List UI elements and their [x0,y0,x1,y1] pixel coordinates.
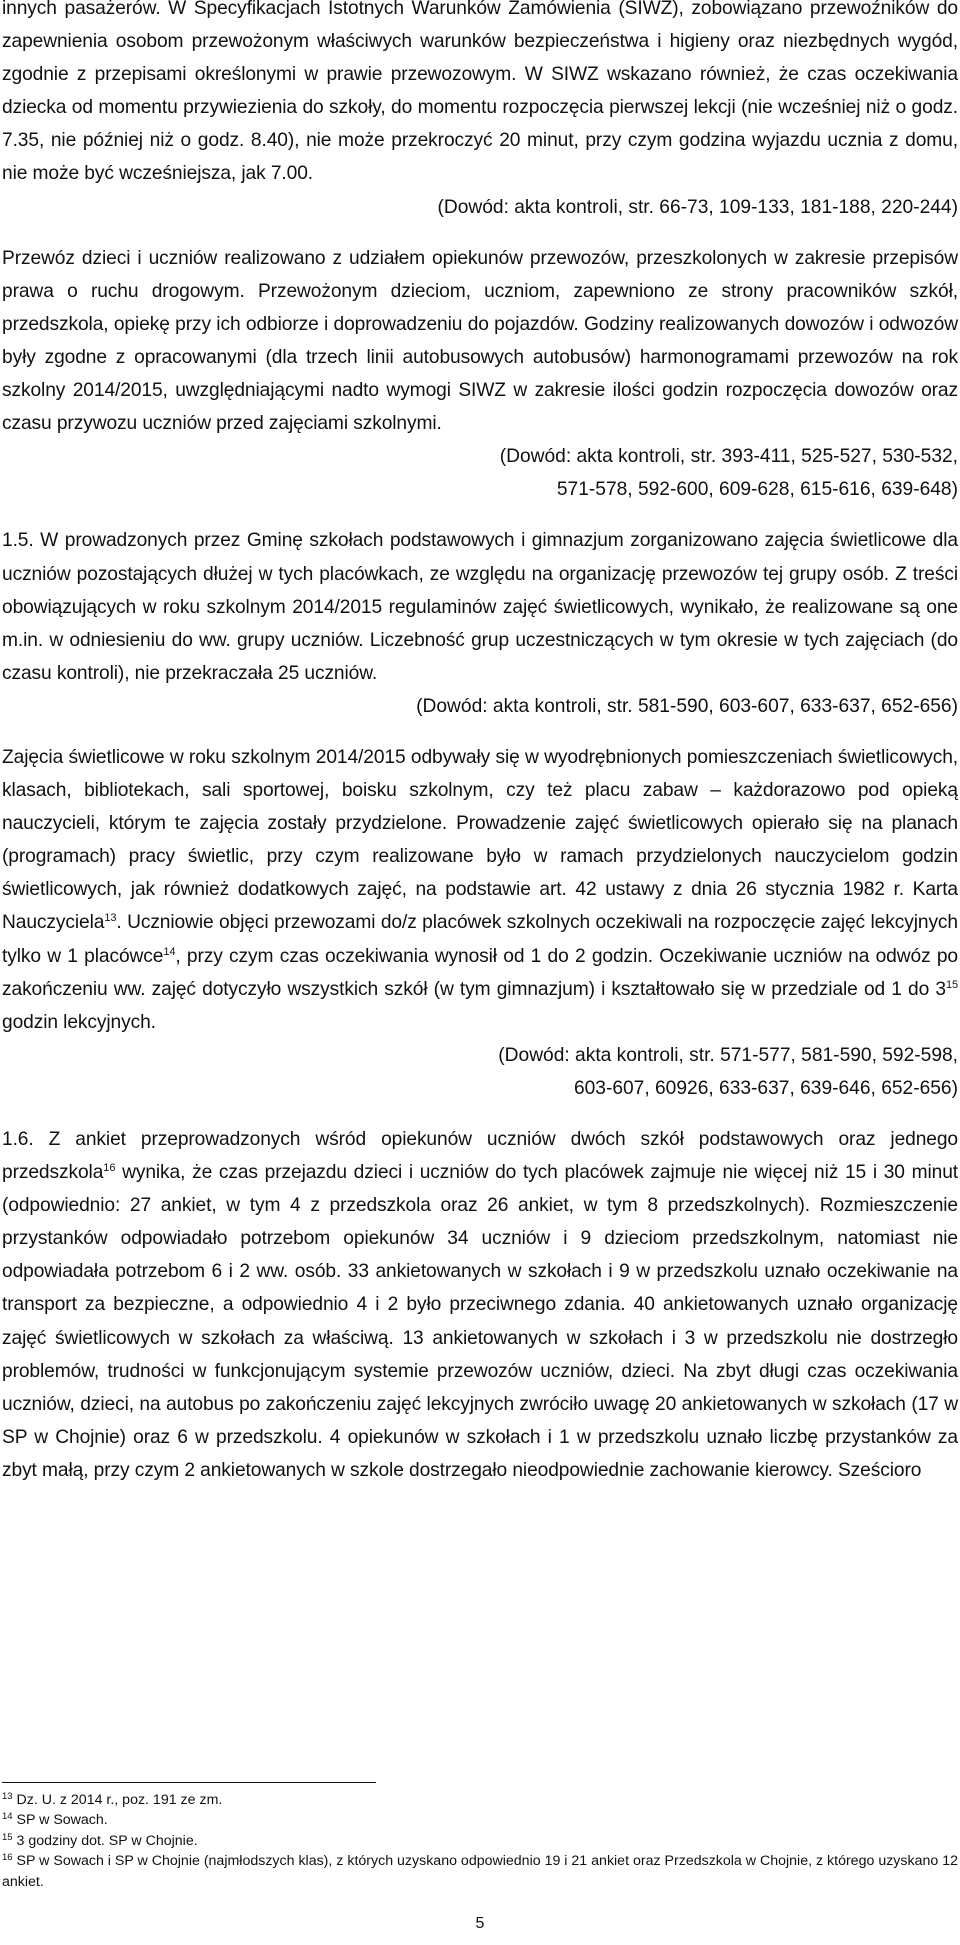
evidence-citation: (Dowód: akta kontroli, str. 66-73, 109-133, 181-188, 220-244) [437,196,958,218]
footnote-text: Dz. U. z 2014 r., poz. 191 ze zm. [12,1792,223,1808]
footnote-ref-14[interactable]: 14 [163,945,176,958]
footnote-13 [2,1790,958,1810]
text-run: wynika, że czas przejazdu dzieci i uczniów do tych placówek zajmuje nie więcej niż 15 i 30 minut (odpowiednio: 27 ankiet, w tym 4 z przedszkola oraz 26 ankiet, w tym 8 przedszkolnych). Rozmieszczenie przystanków odpowiadało potrzebom opiekunów 34 uczniów i 9 dzieciom przedszkolnym, natomiast nie odpowiadała potrzebom 6 i 2 ww. osób. 33 ankietowanych w szkołach i 9 w przedszkolu uznało oczekiwanie na transport za bezpieczne, a odpowiednio 4 i 2 było przeciwnego zdania. 40 ankietowanych uznało organizację zajęć świetlicowych w szkołach za właściwą. 13 ankietowanych w szkołach i 3 w przedszkolu nie dostrzegło problemów, trudności w funkcjonującym systemie przewozów uczniów, dzieci. Na zbyt długi czas oczekiwania uczniów, dzieci, na autobus po zakończeniu zajęć lekcyjnych zwróciło uwagę 20 ankietowanych w szkołach (17 w SP w Chojnie) oraz 6 w przedszkolu. 4 opiekunów w szkołach i 1 w przedszkolu uznało liczbę przystanków za zbyt małą, przy czym 2 ankietowanych w szkole dostrzegało nieodpowiednie zachowanie kierowcy. Sześcioro [2,1162,958,1481]
paragraph-transport-guardians: Przewóz dzieci i uczniów realizowano z udziałem opiekunów przewozów, przeszkolonych w zakresie przepisów prawa o ruchu drogowym. Przewożonym dzieciom, uczniom, zapewniono ze strony pracowników szkół, przedszkola, opiekę przy ich odbiorze i doprowadzeniu do pojazdów. Godziny realizowanych dowozów i odwozów były zgodne z opracowanymi (dla trzech linii autobusowych autobusów) harmonogramami przewozów na rok szkolny 2014/2015, uwzględniającymi nadto wymogi SIWZ w zakresie ilości godzin rozpoczęcia dowozów oraz czasu przywozu uczniów przed zajęciami szkolnymi. [2,247,958,435]
footnote-15 [2,1831,958,1851]
footnote-16 [2,1851,958,1892]
footnote-text: SP w Sowach. [12,1812,108,1829]
footnote-number: 16 [2,1852,13,1864]
footnotes [2,1790,958,1892]
page-number: 5 [475,1915,485,1932]
evidence-citation: (Dowód: akta kontroli, str. 393-411, 525-527, 530-532, [499,446,958,468]
paragraph-section-1-6 [2,1123,958,1487]
footnote-text: SP w Sowach i SP w Chojnie (najmłodszych klas), z których uzyskano odpowiednio 19 i 21 ankiet oraz Przedszkola w Chojnie, z którego uzyskano 12 ankiet. [2,1853,958,1890]
text-run: godzin lekcyjnych. [2,1011,156,1033]
evidence-citation: (Dowód: akta kontroli, str. 581-590, 603-607, 633-637, 652-656) [416,695,958,717]
text-run: Zajęcia świetlicowe w roku szkolnym 2014/2015 odbywały się w wyodrębnionych pomieszczeniach świetlicowych, klasach, bibliotekach, sali sportowej, boisku szkolnym, czy też placu zabaw – każdorazowo pod opieką nauczycieli, którym te zajęcia zostały przydzielone. Prowadzenie zajęć świetlicowych opierało się na planach (programach) pracy świetlic, przy czym realizowane było w ramach przydzielonych nauczycielom godzin świetlicowych, jak również dodatkowych zajęć, na podstawie art. 42 ustawy z dnia 26 stycznia 1982 r. Karta Nauczyciela [2,746,958,934]
text-run: . Uczniowie objęci przewozami do/z placówek szkolnych oczekiwali na rozpoczęcie zajęć lekcyjnych tylko w 1 placówce [2,912,958,967]
footnote-separator [2,1782,376,1783]
text-run: 1.6. Z ankiet przeprowadzonych wśród opiekunów uczniów dwóch szkół podstawowych oraz jednego przedszkola [2,1129,958,1184]
paragraph-siwz-conditions: innych pasażerów. W Specyfikacjach Istotnych Warunków Zamówienia (SIWZ), zobowiązano przewoźników do zapewnienia osobom przewożonym właściwych warunków bezpieczeństwa i higieny oraz niezbędnych wygód, zgodnie z przepisami określonymi w prawie przewozowym. W SIWZ wskazano również, że czas oczekiwania dziecka od momentu przywiezienia do szkoły, do momentu rozpoczęcia pierwszej lekcji (nie wcześniej niż o godz. 7.35, nie później niż o godz. 8.40), nie może przekroczyć 20 minut, przy czym godzina wyjazdu ucznia z domu, nie może być wcześniejsza, jak 7.00. [2,0,958,185]
text-run: , przy czym czas oczekiwania wynosił od 1 do 2 godzin. Oczekiwanie uczniów na odwóz po zakończeniu ww. zajęć dotyczyło wszystkich szkół (w tym gimnazjum) i kształtowało się w przedziale od 1 do 3 [2,945,958,1000]
footnote-number: 13 [2,1791,13,1802]
paragraph-section-1-5: 1.5. W prowadzonych przez Gminę szkołach podstawowych i gimnazjum zorganizowano zajęcia świetlicowe dla uczniów pozostających dłużej w tych placówkach, ze względu na organizację przewozów tej grupy osób. Z treści obowiązujących w roku szkolnym 2014/2015 regulaminów zajęć świetlicowych, wynikało, że realizowane są one m.in. w odniesieniu do ww. grupy uczniów. Liczebność grup uczestniczących w tym okresie w tych zajęciach (do czasu kontroli), nie przekraczała 25 uczniów. [2,530,958,684]
evidence-citation: 603-607, 60926, 633-637, 639-646, 652-656) [573,1077,958,1099]
evidence-citation: (Dowód: akta kontroli, str. 571-577, 581-590, 592-598, [498,1044,958,1066]
evidence-citation: 571-578, 592-600, 609-628, 615-616, 639-648) [556,479,958,501]
footnote-14 [2,1810,958,1830]
footnote-number: 15 [2,1831,13,1843]
paragraph-after-school-activities [2,741,958,1039]
footnote-ref-15[interactable]: 15 [945,978,958,991]
footnote-text: 3 godziny dot. SP w Chojnie. [12,1832,198,1849]
footnote-ref-13[interactable]: 13 [104,912,117,925]
footnote-ref-16[interactable]: 16 [103,1162,116,1175]
footnote-number: 14 [2,1811,13,1823]
document-body [2,0,958,1487]
